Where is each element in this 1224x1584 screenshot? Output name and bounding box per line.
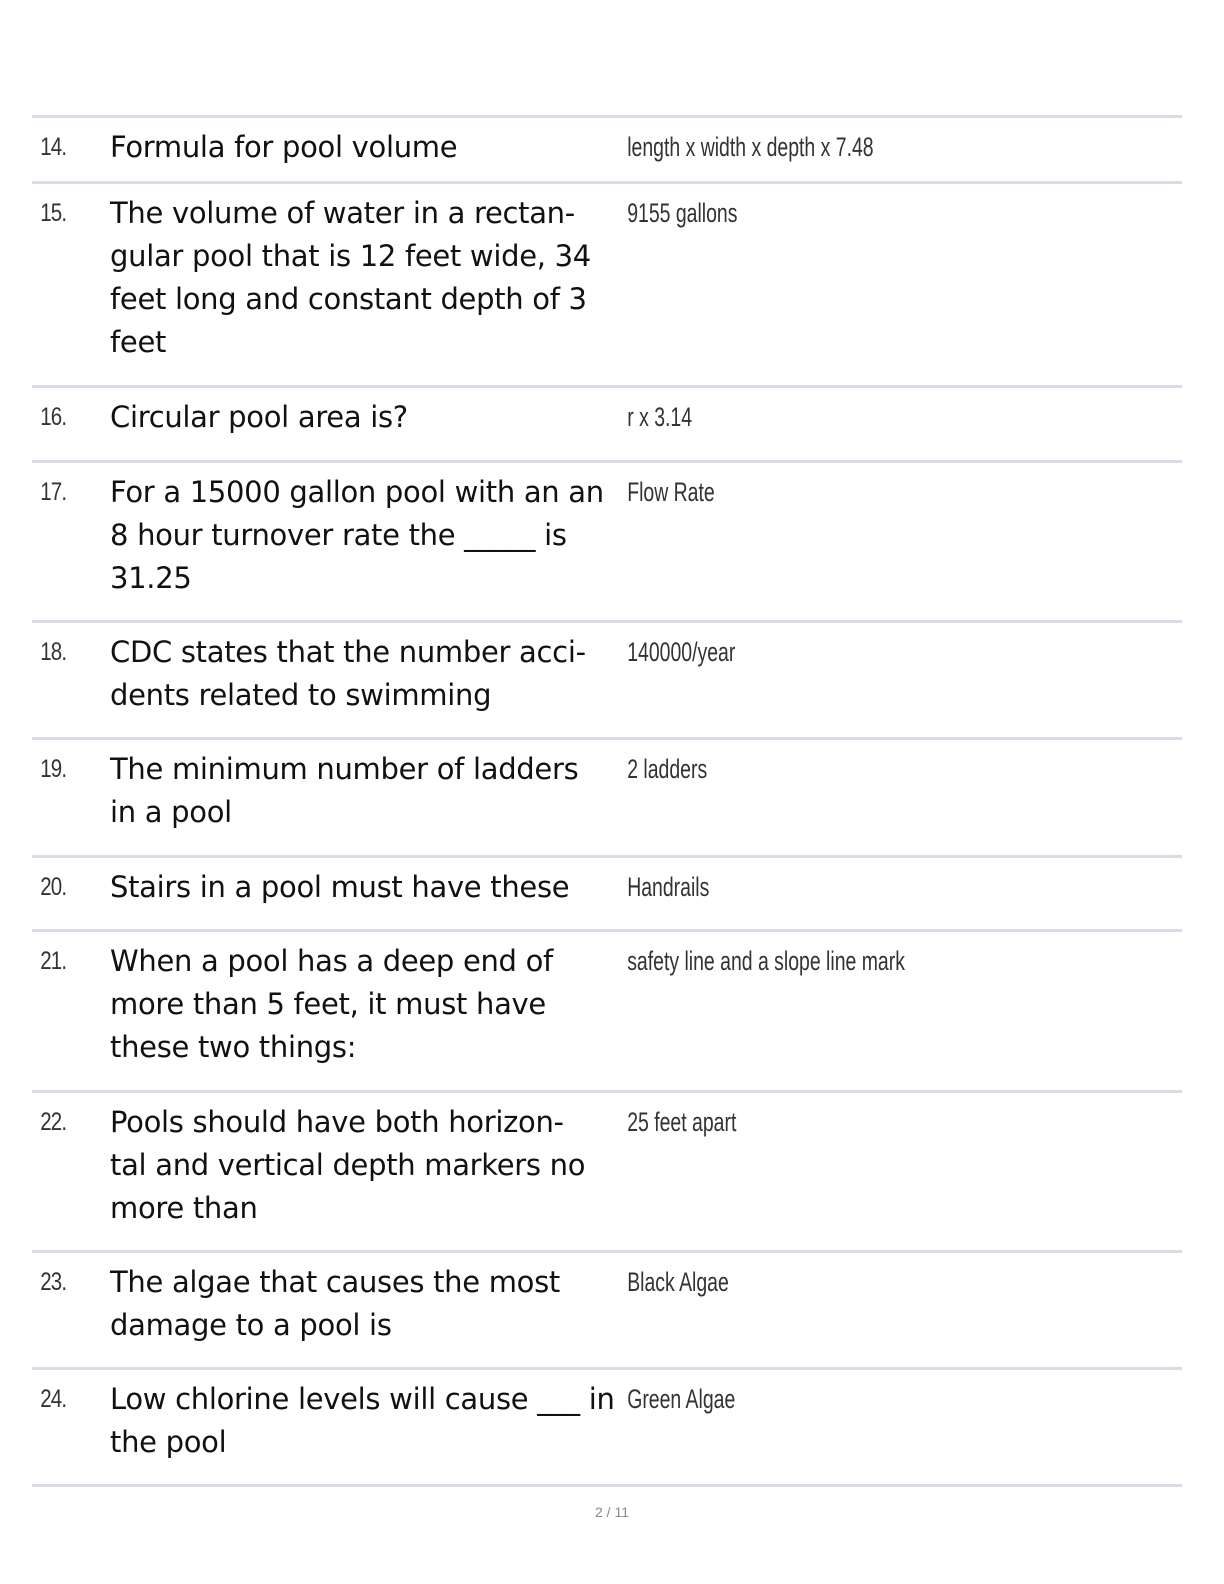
card-number: 24. [40,1385,67,1413]
card-term [110,471,620,600]
card-definition: 9155 gallons [627,198,738,228]
card-term-line: The minimum number of ladders [110,752,579,786]
card-term [110,1378,620,1464]
card-term-line: 8 hour turnover rate the _____ is [110,518,567,552]
card-definition: Black Algae [627,1267,729,1297]
page-indicator: 2 / 11 [595,1504,629,1520]
card-number: 19. [40,755,67,783]
card-term-line: in a pool [110,795,232,829]
list-item [32,463,1182,623]
card-term-line: For a 15000 gallon pool with an an [110,475,604,509]
card-term-line: 31.25 [110,561,192,595]
card-term [110,631,620,717]
card-definition: Green Algae [627,1384,736,1414]
card-term-line: these two things: [110,1030,357,1064]
list-item [32,858,1182,932]
card-number: 15. [40,199,67,227]
card-definition: length x width x depth x 7.48 [627,132,874,162]
card-term-line: The algae that causes the most [110,1265,560,1299]
card-definition: 140000/year [627,637,736,667]
card-number: 14. [40,133,67,161]
flashcard-list [32,115,1182,1487]
card-term: Circular pool area is? [110,400,408,434]
card-number: 17. [40,478,67,506]
card-term-line: dents related to swimming [110,678,492,712]
card-term [110,192,620,364]
card-term-line: The volume of water in a rectan- [110,196,575,230]
list-item [32,118,1182,184]
list-item [32,623,1182,740]
card-number: 22. [40,1108,67,1136]
card-number: 20. [40,873,67,901]
card-term-line: tal and vertical depth markers no [110,1148,586,1182]
card-term-line: feet [110,325,167,359]
list-item [32,184,1182,388]
card-term [110,1261,620,1347]
card-definition: 25 feet apart [627,1107,737,1137]
card-term: Formula for pool volume [110,130,458,164]
card-term: Stairs in a pool must have these [110,870,570,904]
card-term-line: Low chlorine levels will cause ___ in [110,1382,615,1416]
card-term-line: Pools should have both horizon- [110,1105,564,1139]
list-item [32,1093,1182,1253]
list-item [32,1253,1182,1370]
card-term [110,1101,620,1230]
card-definition: safety line and a slope line mark [627,946,905,976]
card-term-line: the pool [110,1425,227,1459]
list-item [32,1370,1182,1487]
list-item [32,740,1182,858]
card-term-line: more than [110,1191,258,1225]
card-definition: 2 ladders [627,754,708,784]
card-term-line: feet long and constant depth of 3 [110,282,587,316]
card-term [110,748,620,834]
card-definition: Handrails [627,872,710,902]
card-definition: Flow Rate [627,477,715,507]
card-number: 18. [40,638,67,666]
card-term-line: damage to a pool is [110,1308,392,1342]
card-term [110,940,620,1069]
card-term-line: CDC states that the number acci- [110,635,586,669]
list-item [32,932,1182,1093]
card-definition: r x 3.14 [627,402,693,432]
card-number: 23. [40,1268,67,1296]
list-item [32,388,1182,463]
card-term-line: more than 5 feet, it must have [110,987,546,1021]
card-term-line: When a pool has a deep end of [110,944,553,978]
card-number: 21. [40,947,67,975]
card-term-line: gular pool that is 12 feet wide, 34 [110,239,591,273]
card-number: 16. [40,403,67,431]
